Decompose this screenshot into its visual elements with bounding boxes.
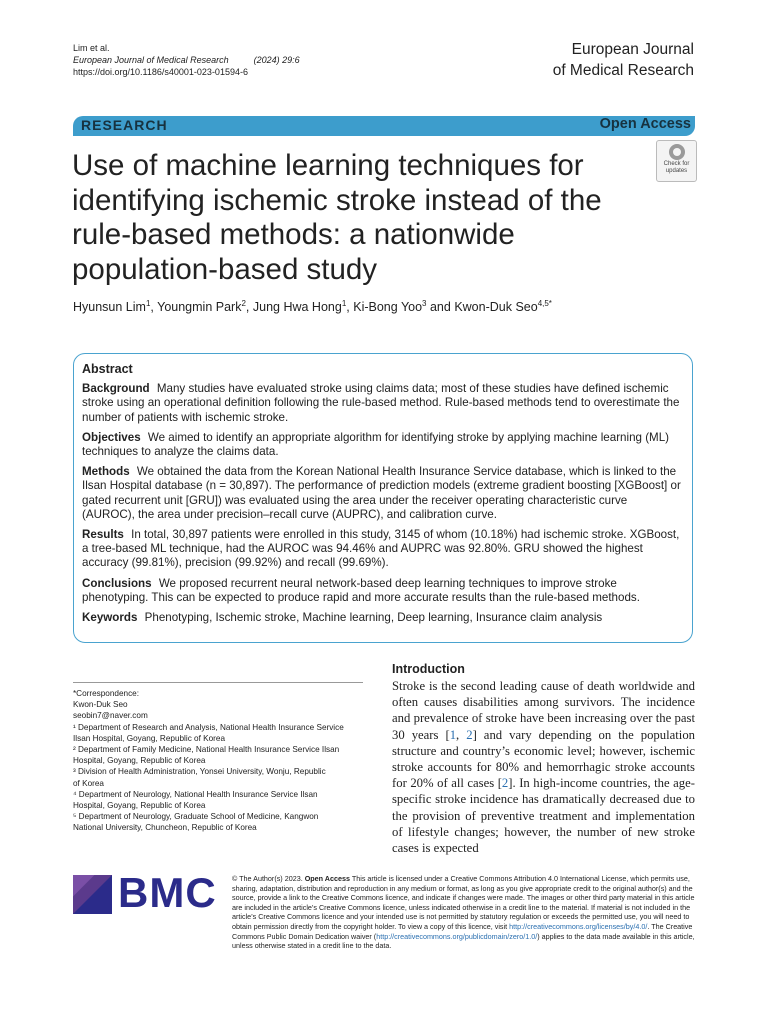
author-name[interactable]: Hyunsun Lim [73, 300, 146, 315]
abstract-results [82, 528, 682, 571]
citation-separator: , [456, 727, 467, 742]
abstract-heading: Abstract [82, 362, 133, 376]
footnote-line: of Korea [73, 778, 104, 788]
abstract-background [82, 382, 682, 425]
header-journal: European Journal of Medical Research [73, 55, 229, 65]
license-open-access: Open Access [304, 874, 350, 883]
section-label: Keywords [82, 611, 138, 625]
section-label: Background [82, 382, 150, 396]
header-authors: Lim et al. [73, 43, 110, 53]
intro-text-part: Stroke is the second leading cause of death worldwide and often causes disabilities among survivors. The incidence and prevalence of stroke have been increasing over the past 30 years [ [392, 679, 695, 742]
intro-text-part: ] and vary depending on the population structure and country’s economic level; however, ischemic stroke accounts for 80% and hemorrhagic stroke accounts for 20% of all cases [ [392, 727, 696, 791]
correspondence-email[interactable]: seobin7@naver.com [73, 711, 148, 721]
footnote-line: ² Department of Family Medicine, National Health Insurance Service Ilsan [73, 745, 340, 755]
introduction-text [392, 678, 695, 856]
bmc-logo [73, 869, 217, 917]
footnote-line: ³ Division of Health Administration, Yonsei University, Wonju, Republic [73, 767, 326, 777]
footnote-line: *Correspondence: [73, 689, 139, 698]
article-type-label: RESEARCH [81, 117, 168, 133]
introduction-section [392, 662, 695, 856]
footnote-line: Ilsan Hospital, Goyang, Republic of Korea [73, 733, 226, 743]
author-separator: , [150, 300, 158, 315]
journal-name-line1: European Journal [571, 41, 694, 58]
footnote-line: Hospital, Goyang, Republic of Korea [73, 801, 206, 811]
license-prefix: © The Author(s) 2023. [232, 874, 303, 883]
footnote-line: Kwon-Duk Seo [73, 700, 128, 710]
intro-text-part: ]. In high-income countries, the age-specific stroke incidence has dramatically decreased due to the provision of preventive treatment and implementation of lifestyle changes; however, the number of new stroke cases is expected [392, 776, 695, 856]
footnote-rule [73, 682, 363, 683]
license-text: ) applies to the data made available in this article, unless otherwise stated in a credit line to the data. [232, 931, 695, 951]
footnote-line: ⁴ Department of Neurology, National Health Insurance Service Ilsan [73, 789, 318, 799]
bmc-logo-text: BMC [118, 869, 217, 916]
introduction-heading: Introduction [392, 662, 465, 676]
open-access-label: Open Access [599, 116, 691, 132]
check-updates-line2: updates [665, 167, 688, 174]
author-and: and [426, 300, 455, 315]
license-text: This article is licensed under a Creative Commons Attribution 4.0 International License, which permits use, sharing, adaptation, distribution and reproduction in any medium or format, as long as you give appropriate credit to the original author(s) and the source, provide a link to the Creative Commons licence, and indicate if changes were made. The images or other third party material in this article are included in the article’s Creative Commons licence, unless indicated otherwise in a credit line to the material. If material is not included in the article’s Creative Commons licence and your intended use is not permitted by statutory regulation or exceeds the permitted use, you will need to obtain permission directly from the copyright holder. To view a copy of this licence, visit [232, 874, 695, 931]
journal-name [553, 39, 694, 81]
section-label: Objectives [82, 430, 141, 444]
author-name[interactable]: Ki-Bong Yoo [353, 300, 423, 315]
section-text: In total, 30,897 patients were enrolled in this study, 3145 of whom (10.18%) had ischemic stroke. XGBoost, a tree-based ML technique, had the AUROC was 94.46% and AUPRC was 92.80%. GRU showed the highest accuracy (99.81%), precision (99.92%) and recall (99.69%). [82, 528, 680, 570]
footnote-line: ¹ Department of Research and Analysis, National Health Insurance Service [73, 722, 344, 732]
section-label: Methods [82, 465, 130, 479]
footnote-line: Hospital, Goyang, Republic of Korea [73, 756, 206, 766]
abstract-methods [82, 465, 682, 522]
author-affiliation: 2 [241, 299, 246, 308]
article-type-bar [73, 116, 695, 136]
abstract-box [73, 353, 693, 643]
license-link-cc-zero[interactable]: http://creativecommons.org/publicdomain/zero/1.0/ [376, 931, 538, 941]
author-affiliation: 4,5* [537, 299, 552, 308]
abstract-keywords [82, 611, 682, 625]
author-list [73, 296, 693, 315]
abstract-conclusions [82, 577, 682, 605]
section-text: We proposed recurrent neural network-based deep learning techniques to improve stroke phenotyping. This can be expected to produce rapid and more accurate results than the rule-based methods. [82, 576, 640, 604]
footnote-line: ⁵ Department of Neurology, Graduate School of Medicine, Kangwon [73, 812, 319, 822]
abstract-objectives [82, 431, 682, 459]
check-for-updates-button[interactable] [656, 140, 697, 182]
citation-link[interactable]: 2 [501, 776, 509, 791]
correspondence-footnotes [73, 688, 363, 834]
section-text: We obtained the data from the Korean National Health Insurance Service database, which is linked to the Ilsan Hospital database (n = 30,897). The performance of prediction models (extreme gradient boosting [XGBoost] or gated recurrent unit [GRU]) was evaluated using the area under the receiver operating characteristic curve (AUROC), the area under precision–recall curve (AUPRC), and calibration curve. [82, 465, 681, 521]
license-link-cc-by[interactable]: http://creativecommons.org/licenses/by/4.0/ [509, 921, 648, 931]
author-separator: , [245, 300, 253, 315]
header-doi[interactable]: https://doi.org/10.1186/s40001-023-01594-6 [73, 67, 248, 77]
header-year-vol: (2024) 29:6 [253, 55, 300, 65]
footnote-line: National University, Chuncheon, Republic of Korea [73, 823, 257, 833]
journal-name-line2: of Medical Research [552, 62, 694, 79]
author-affiliation: 3 [422, 299, 427, 308]
license-statement [232, 874, 696, 951]
running-header [73, 42, 300, 78]
header-journal-line [73, 54, 300, 66]
section-text: Phenotyping, Ischemic stroke, Machine learning, Deep learning, Insurance claim analysis [144, 611, 603, 625]
section-text: Many studies have evaluated stroke using claims data; most of these studies have defined ischemic stroke using an operational definition following the rule-based method. Rule-based methods tend to overestimate the number of patients with ischemic stroke. [82, 382, 680, 424]
article-title: Use of machine learning techniques for identifying ischemic stroke instead of the rule-based methods: a nationwide population-based study [72, 149, 602, 286]
section-label: Conclusions [82, 576, 152, 590]
citation-link[interactable]: 1 [449, 727, 457, 742]
author-affiliation: 1 [145, 299, 151, 308]
author-name[interactable]: Kwon-Duk Seo [454, 300, 538, 315]
license-text: . The Creative Commons Public Domain Dedication waiver ( [232, 921, 693, 941]
check-updates-line1: Check for [663, 161, 690, 167]
citation-link[interactable]: 2 [466, 727, 473, 742]
author-name[interactable]: Jung Hwa Hong [252, 300, 342, 315]
author-affiliation: 1 [341, 299, 347, 308]
section-text: We aimed to identify an appropriate algorithm for identifying stroke by applying machine learning (ML) techniques to analyze the claims data. [82, 430, 670, 459]
section-label: Results [82, 528, 124, 542]
check-updates-icon [669, 144, 685, 160]
bmc-logo-icon [73, 875, 112, 914]
author-name[interactable]: Youngmin Park [157, 300, 242, 315]
author-separator: , [346, 300, 354, 315]
